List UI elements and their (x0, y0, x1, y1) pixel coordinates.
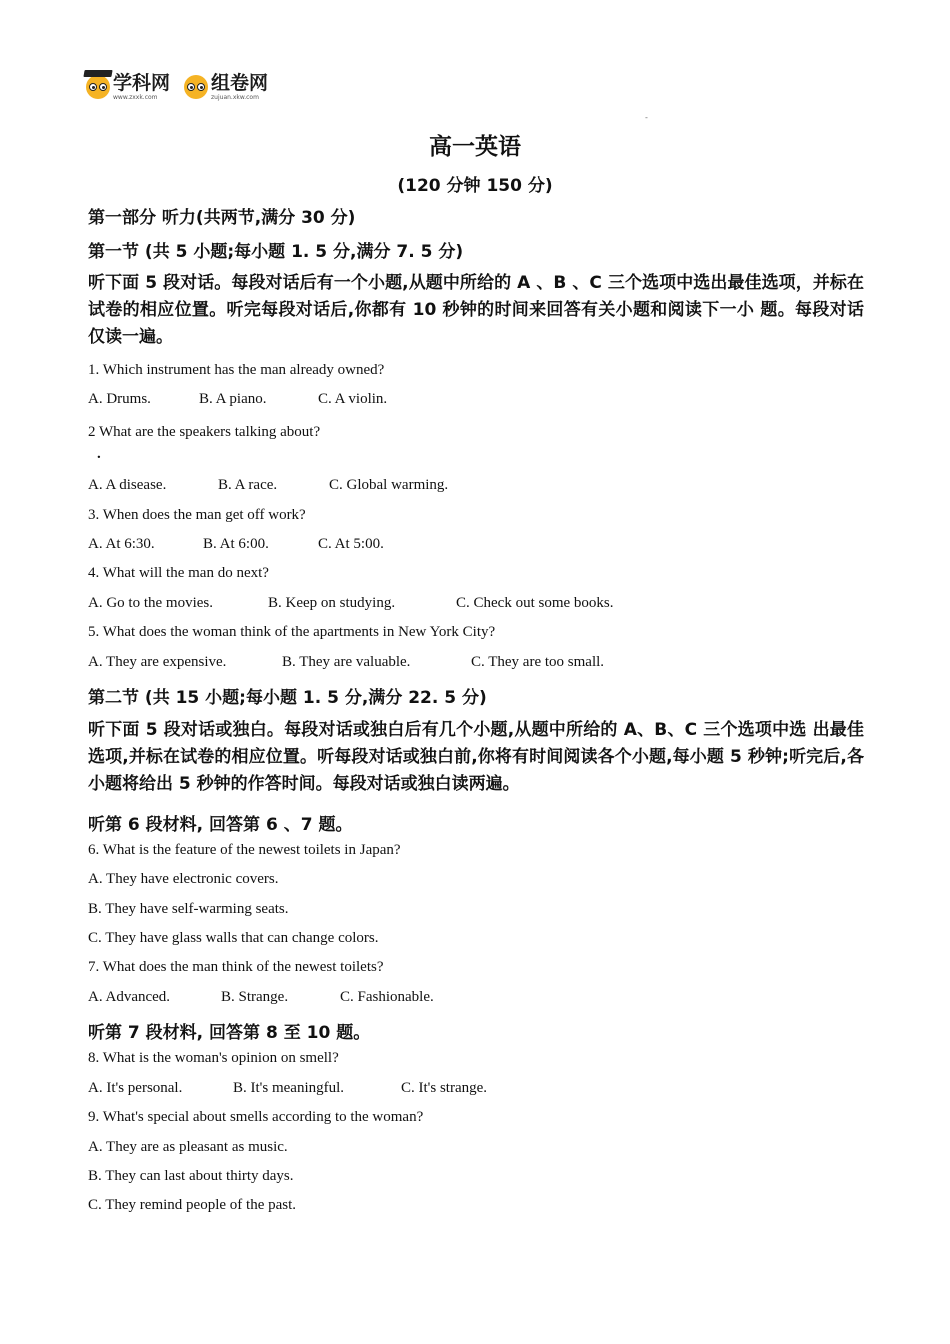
option-b: B. It's meaningful. (233, 1080, 345, 1096)
question-4-options (88, 595, 614, 612)
owl-icon (86, 75, 110, 99)
question-2-options (88, 477, 448, 494)
question-7-options (88, 989, 434, 1006)
zxxk-logo-name: 学科网 (113, 71, 171, 94)
header-logos (86, 70, 268, 104)
zujuan-logo (184, 71, 269, 101)
zujuan-logo-name: 组卷网 (211, 71, 269, 94)
question-6: 6. What is the feature of the newest toilets in Japan? (88, 842, 401, 858)
option-a: A. It's personal. (88, 1080, 183, 1096)
option-b: B. Strange. (221, 989, 289, 1005)
section2-instructions: 听下面 5 段对话或独白。每段对话或独白后有几个小题,从题中所给的 A、B、C 三个选项中选 出最佳选项,并标在试卷的相应位置。听每段对话或独白前,你将有时间阅读各个小题,每小题 5 秒钟;听完后,各小题将给出 5 秒钟的作答时间。每段对话或独白读两遍。 (88, 720, 864, 794)
option-a: A. They are expensive. (88, 654, 227, 670)
question-9: 9. What's special about smells according to the woman? (88, 1109, 424, 1125)
question-1-options (88, 391, 387, 408)
option-b: B. A piano. (199, 391, 267, 407)
material7-heading: 听第 7 段材料, 回答第 8 至 10 题。 (88, 1023, 371, 1043)
question-9-option-a: A. They are as pleasant as music. (88, 1139, 288, 1155)
owl-icon (184, 75, 208, 99)
option-c: C. Check out some books. (456, 595, 614, 611)
option-a: A. Advanced. (88, 989, 171, 1005)
page-title: 高一英语 (429, 134, 521, 160)
page-mark: - (645, 113, 648, 122)
question-6-option-b: B. They have self-warming seats. (88, 901, 289, 917)
option-a: A. A disease. (88, 477, 167, 493)
option-b: B. They are valuable. (282, 654, 411, 670)
section2-heading: 第二节 (共 15 小题;每小题 1. 5 分,满分 22. 5 分) (88, 688, 487, 708)
option-c: C. At 5:00. (318, 536, 384, 552)
part1-heading: 第一部分 听力(共两节,满分 30 分) (88, 208, 356, 228)
section1-instructions: 听下面 5 段对话。每段对话后有一个小题,从题中所给的 A 、B 、C 三个选项中选出最佳选项，并标在试卷的相应位置。听完每段对话后,你都有 10 秒钟的时间来回答有关小题和阅读下一小 题。每段对话仅读一遍。 (88, 273, 864, 347)
question-7: 7. What does the man think of the newest toilets? (88, 959, 384, 975)
question-9-option-b: B. They can last about thirty days. (88, 1168, 294, 1184)
stray-dot: . (97, 446, 101, 462)
section1-heading: 第一节 (共 5 小题;每小题 1. 5 分,满分 7. 5 分) (88, 242, 464, 262)
option-a: A. Go to the movies. (88, 595, 213, 611)
option-b: B. A race. (218, 477, 278, 493)
page-subtitle: (120 分钟 150 分) (397, 176, 553, 196)
question-8: 8. What is the woman's opinion on smell? (88, 1050, 339, 1066)
question-5-options (88, 654, 604, 671)
option-c: C. They are too small. (471, 654, 605, 670)
question-6-option-c: C. They have glass walls that can change colors. (88, 930, 379, 946)
question-2: 2 What are the speakers talking about? (88, 424, 321, 440)
question-3: 3. When does the man get off work? (88, 507, 306, 523)
question-4: 4. What will the man do next? (88, 565, 269, 581)
option-b: B. At 6:00. (203, 536, 269, 552)
option-b: B. Keep on studying. (268, 595, 396, 611)
option-c: C. A violin. (318, 391, 388, 407)
zxxk-logo (86, 71, 171, 101)
question-1: 1. Which instrument has the man already owned? (88, 362, 385, 378)
zujuan-logo-url: zujuan.xkw.com (211, 93, 259, 101)
question-6-option-a: A. They have electronic covers. (88, 871, 279, 887)
question-8-options (88, 1080, 487, 1097)
material6-heading: 听第 6 段材料, 回答第 6 、7 题。 (88, 815, 353, 835)
option-a: A. Drums. (88, 391, 151, 407)
question-9-option-c: C. They remind people of the past. (88, 1197, 297, 1213)
option-c: C. It's strange. (401, 1080, 488, 1096)
option-a: A. At 6:30. (88, 536, 155, 552)
question-3-options (88, 536, 384, 553)
option-c: C. Global warming. (329, 477, 449, 493)
option-c: C. Fashionable. (340, 989, 434, 1005)
zxxk-logo-url: www.zxxk.com (113, 93, 158, 101)
question-5: 5. What does the woman think of the apartments in New York City? (88, 624, 496, 640)
